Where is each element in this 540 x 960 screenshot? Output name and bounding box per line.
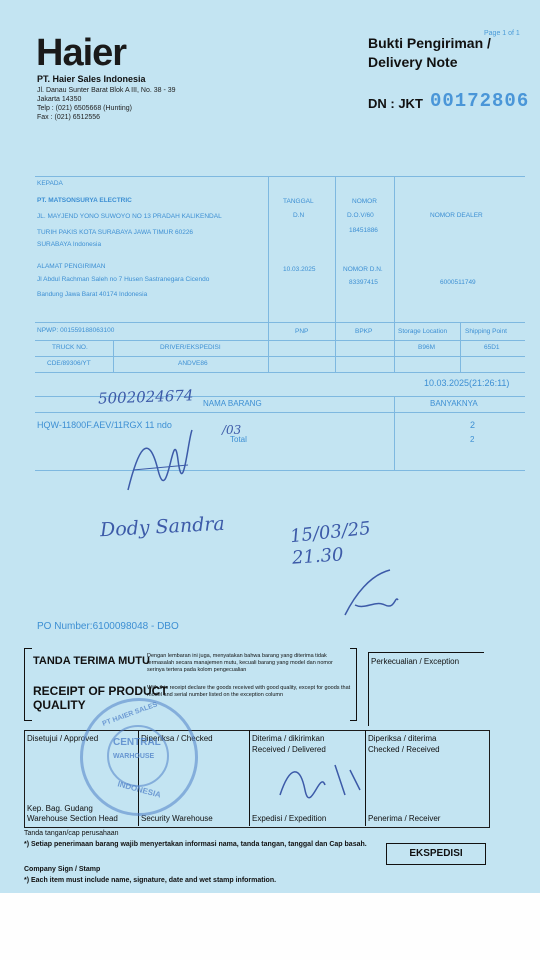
consignee-addr-3: SURABAYA Indonesia: [37, 241, 102, 248]
handwritten-name: Dody Sandra: [99, 512, 226, 542]
stamp-line-1: PT HAIER SALES: [101, 701, 159, 728]
sig-warehouse-head: Warehouse Section Head: [27, 814, 118, 823]
receipt-text-id: Dengan lembaran ini juga, menyatakan bahwa barang yang diterima tidak termasalah secara manajemen mutu, kecuali barang yang model dan nomor serinya tertera pada kolom pengecualian: [147, 653, 333, 673]
stamp-line-3: WARHOUSE: [113, 753, 155, 760]
handwritten-03: /03: [222, 423, 242, 437]
npwp: NPWP: 001559188063100: [37, 327, 115, 334]
footer-note-id: *) Setiap penerimaan barang wajib menyertakan informasi nama, tanda tangan, tanggal dan Cap basah.: [24, 841, 367, 848]
consignee-name: PT. MATSONSURYA ELECTRIC: [37, 197, 132, 204]
sig-checked-received: Checked / Received: [368, 745, 440, 754]
company-fax: Fax : (021) 6512556: [37, 114, 101, 121]
nomor-dn-value: 83397415: [349, 279, 378, 286]
banyaknya-label: BANYAKNYA: [430, 399, 478, 408]
delivery-date: 10.03.2025: [283, 266, 316, 273]
shipping-point-label: Shipping Point: [465, 328, 507, 335]
driver-name: ANDVE86: [178, 360, 208, 367]
handwritten-number: 5002024674: [97, 386, 194, 408]
company-name: PT. Haier Sales Indonesia: [37, 74, 146, 84]
truck-label: TRUCK NO.: [52, 344, 88, 351]
nomor-value: 18451886: [349, 227, 378, 234]
truck-number: CDE/89306/YT: [47, 360, 91, 367]
sig-security-warehouse: Security Warehouse: [141, 814, 213, 823]
company-address-2: Jakarta 14350: [37, 96, 82, 103]
nama-barang-label: NAMA BARANG: [203, 399, 262, 408]
footer-note-en: *) Each item must include name, signature, date and wet stamp information.: [24, 877, 277, 884]
signature-scribble-2: [340, 565, 400, 625]
bpkp-label: BPKP: [355, 328, 373, 335]
sig-checked-label: Diperiksa / Checked: [141, 734, 213, 743]
warehouse-stamp: [80, 698, 198, 816]
dn-number: 00172806: [430, 90, 530, 112]
consignee-addr-1: JL. MAYJEND YONO SUWOYO NO 13 PRADAH KALIKENDAL: [37, 213, 222, 220]
storage-location-label: Storage Location: [398, 328, 448, 335]
nomor-dn-label: NOMOR D.N.: [343, 266, 383, 273]
footer-sign-note: Tanda tangan/cap perusahaan: [24, 830, 119, 837]
shipping-value: 65D1: [484, 344, 500, 351]
signature-scribble-3: [275, 755, 365, 805]
haier-logo: Haier: [36, 32, 127, 74]
document-title: Bukti Pengiriman / Delivery Note: [368, 35, 491, 70]
dealer-label: NOMOR DEALER: [430, 212, 483, 219]
kepada-label: KEPADA: [37, 180, 63, 187]
signature-scribble-1: [118, 410, 198, 500]
sig-kep-bag-gudang: Kep. Bag. Gudang: [27, 804, 93, 813]
ship-address-1: Jl Abdul Rachman Saleh no 7 Husen Sastranegara Cicendo: [37, 276, 210, 283]
footer-company-sign: Company Sign / Stamp: [24, 866, 101, 873]
handwritten-time: 21.30: [291, 544, 345, 569]
ekspedisi-label: EKSPEDISI: [386, 843, 486, 865]
handwritten-date: 15/03/25: [289, 517, 372, 548]
nomor-label: NOMOR: [352, 198, 377, 205]
sig-diterima-label: Diterima / dikirimkan: [252, 734, 325, 743]
sig-receiver: Penerima / Receiver: [368, 814, 441, 823]
sig-received-delivered: Received / Delivered: [252, 745, 326, 754]
nomor-do: D.O.V/60: [347, 212, 374, 219]
dealer-number: 6000511749: [440, 279, 476, 286]
ship-address-2: Bandung Jawa Barat 40174 Indonesia: [37, 291, 148, 298]
exception-label: Perkecualian / Exception: [371, 657, 460, 666]
sig-expedition: Expedisi / Expedition: [252, 814, 327, 823]
pnp-label: PNP: [295, 328, 309, 335]
receipt-title-en: RECEIPT OF PRODUCT QUALITY: [33, 684, 168, 712]
dn-label: DN : JKT: [368, 96, 423, 111]
receipt-text-en: With this receipt declare the goods received with good quality, except for goods that model and serial number listed on the exception column: [147, 685, 351, 698]
item-quantity: 2: [470, 420, 476, 430]
tanggal-label: TANGGAL: [283, 198, 314, 205]
company-telp: Telp : (021) 6505668 (Hunting): [37, 105, 132, 112]
print-timestamp: 10.03.2025(21:26:11): [424, 378, 510, 388]
total-label: Total: [230, 435, 247, 444]
receipt-title-id: TANDA TERIMA MUTU: [33, 655, 150, 667]
driver-label: DRIVER/EKSPEDISI: [160, 344, 221, 351]
consignee-addr-2: TURIH PAKIS KOTA SURABAYA JAWA TIMUR 60226: [37, 229, 194, 236]
sig-diperiksa-diterima: Diperiksa / diterima: [368, 734, 437, 743]
stamp-line-4: INDONESIA: [116, 779, 162, 800]
do-label: D.N: [293, 212, 305, 219]
sig-approved-label: Disetujui / Approved: [27, 734, 99, 743]
company-address-1: Jl. Danau Sunter Barat Blok A III, No. 38 - 39: [37, 87, 176, 94]
page-info: Page 1 of 1: [484, 30, 520, 37]
po-number: PO Number:6100098048 - DBO: [37, 621, 179, 632]
storage-value: B96M: [418, 344, 435, 351]
total-quantity: 2: [470, 435, 475, 444]
stamp-line-2: CENTRAL: [113, 737, 161, 748]
ship-address-label: ALAMAT PENGIRIMAN: [37, 263, 106, 270]
item-name: HQW-11800F.AEV/11RGX 11 ndo: [37, 420, 172, 430]
